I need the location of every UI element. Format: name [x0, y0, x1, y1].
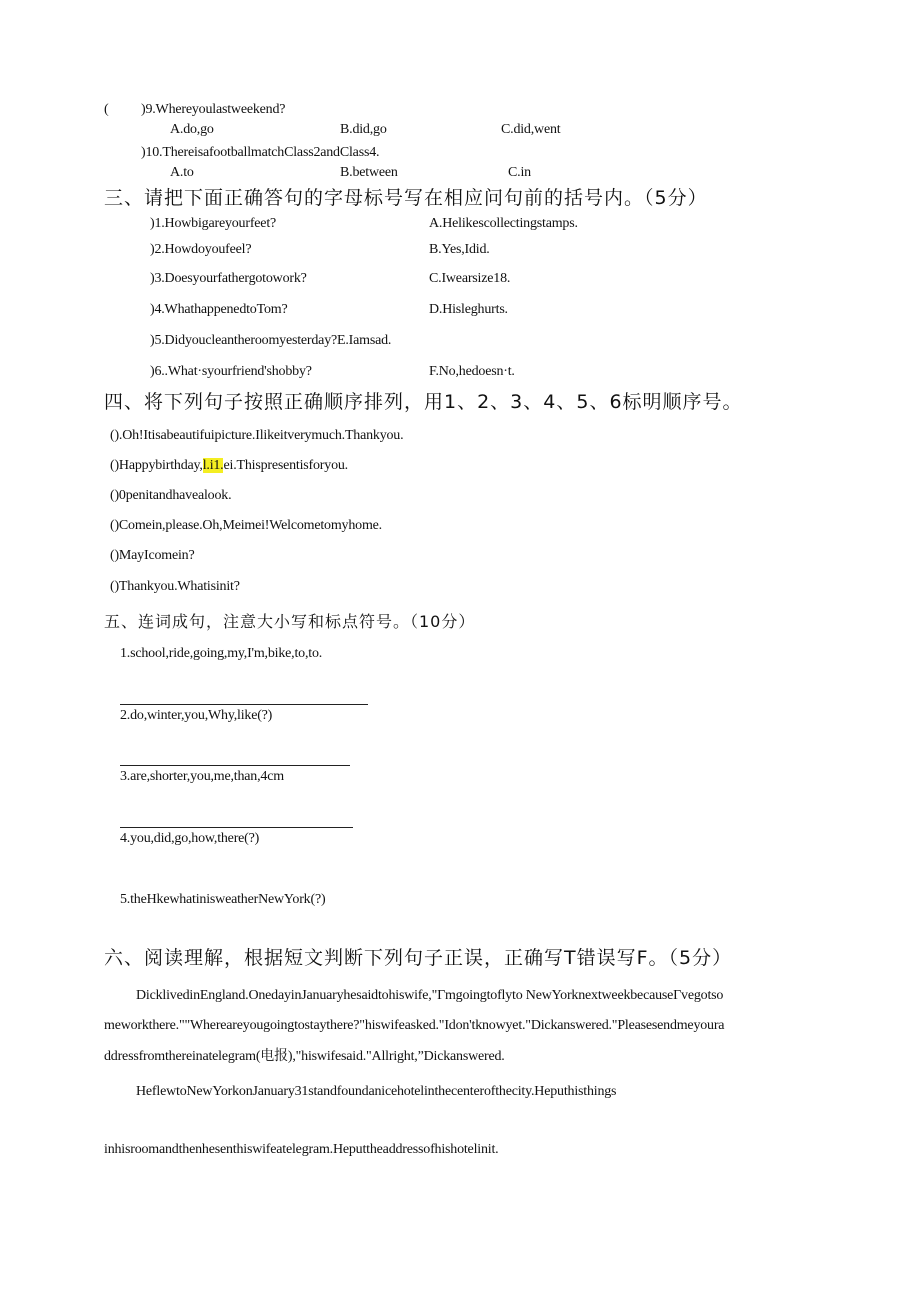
order-sentence: ()Thankyou.Whatisinit? — [110, 579, 240, 594]
match-question: )3.Doesyourfathergotowork? — [150, 271, 307, 286]
reading-line: meworkthere.""Whereareyougoingtostaythere?"hiswifeasked."Idon'tknowyet."Dickanswered."Pleasesendmeyoura — [104, 1018, 725, 1033]
order-sentence: ()0penitandhavealook. — [110, 488, 232, 503]
q9-option-a: A.do,go — [170, 122, 214, 137]
word-order-item: 5.theHkewhatinisweatherNewYork(?) — [120, 892, 326, 907]
q9-option-b: B.did,go — [340, 122, 387, 137]
match-question: )6..What·syourfriend'shobby? — [150, 364, 312, 379]
match-answer: F.No,hedoesn·t. — [429, 364, 515, 379]
order-sentence-pre: ()Happybirthday, — [110, 458, 203, 473]
q9-open-paren: ( — [104, 102, 109, 117]
reading-line: ddressfromthereinatelegram(电报),"hiswifesaid."Allright,”Dickanswered. — [104, 1049, 505, 1064]
match-question: )1.Howbigareyourfeet? — [150, 216, 277, 231]
section-6-heading: 六、阅读理解，根据短文判断下列句子正误，正确写T错误写F。（5分） — [104, 947, 733, 969]
q9-option-c: C.did,went — [501, 122, 561, 137]
order-sentence — [110, 457, 348, 475]
match-question: )2.Howdoyoufeel? — [150, 242, 252, 257]
reading-line: inhisroomandthenhesenthiswifeatelegram.Heputtheaddressofhishotelinit. — [104, 1142, 499, 1157]
word-order-item: 3.are,shorter,you,me,than,4cm — [120, 769, 284, 784]
q10-option-c: C.in — [508, 165, 531, 180]
order-sentence: ()Comein,please.Oh,Meimei!Welcometomyhome. — [110, 518, 382, 533]
q10-option-a: A.to — [170, 165, 194, 180]
section-4-heading: 四、将下列句子按照正确顺序排列，用1、2、3、4、5、6标明顺序号。 — [104, 391, 743, 413]
match-question: )5.Didyoucleantheroomyesterday?E.Iamsad. — [150, 333, 392, 348]
q9-stem: )9.Whereyoulastweekend? — [141, 102, 286, 117]
answer-line — [120, 704, 368, 705]
match-answer: B.Yes,Idid. — [429, 242, 490, 257]
order-sentence: ()MayIcomein? — [110, 548, 195, 563]
word-order-item: 1.school,ride,going,my,I'm,bike,to,to. — [120, 646, 323, 661]
word-order-item: 2.do,winter,you,Why,like(?) — [120, 708, 273, 723]
order-sentence-post: ei.Thispresentisforyou. — [223, 458, 348, 473]
q10-stem: )10.ThereisafootballmatchClass2andClass4. — [141, 145, 380, 160]
reading-line: DicklivedinEngland.OnedayinJanuaryhesaidtohiswife,"Γmgoingtoflyto NewYorknextweekbecauseΓvegotso — [136, 988, 724, 1003]
match-answer: D.Hisleghurts. — [429, 302, 508, 317]
match-question: )4.WhathappenedtoTom? — [150, 302, 288, 317]
word-order-item: 4.you,did,go,how,there(?) — [120, 831, 260, 846]
match-answer: A.Helikescollectingstamps. — [429, 216, 578, 231]
q10-option-b: B.between — [340, 165, 398, 180]
section-5-heading: 五、连词成句，注意大小写和标点符号。（10分） — [104, 612, 476, 631]
section-3-heading: 三、请把下面正确答句的字母标号写在相应问句前的括号内。（5分） — [104, 187, 708, 209]
answer-line — [120, 827, 353, 828]
match-answer: C.Iwearsize18. — [429, 271, 511, 286]
order-sentence: ().Oh!Itisabeautifuipicture.Ilikeitverymuch.Thankyou. — [110, 428, 404, 443]
reading-line: HeflewtoNewYorkonJanuary31standfoundanicehotelinthecenterofthecity.Heputhisthings — [136, 1084, 617, 1099]
highlighted-name: l.i1. — [202, 458, 224, 473]
answer-line — [120, 765, 350, 766]
